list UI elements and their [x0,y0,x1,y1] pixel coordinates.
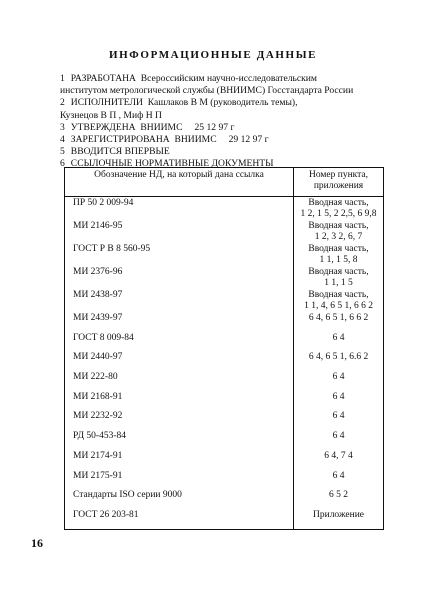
clause-cell [294,351,384,371]
table-row [65,430,384,450]
clause-box [294,332,383,352]
item-heading: ВВОДИТСЯ ВПЕРВЫЕ [70,146,170,158]
document-cell [65,509,294,529]
item-number: 2 [60,97,65,109]
clause-cell [294,243,384,266]
document-cell [65,351,294,371]
document-designation: ГОСТ Р В 8 560-95 [73,244,151,254]
clause-text: 1 2, 3 2, 6, 7 [314,232,363,242]
info-line-6 [60,134,390,146]
clause-cell [294,509,384,529]
document-designation: МИ 2440-97 [73,352,123,363]
document-designation: МИ 2175-91 [73,470,123,481]
clause-cell [294,312,384,332]
document-cell [65,197,294,221]
table-row [65,220,384,243]
document-designation: МИ 2174-91 [73,450,123,461]
document-designation: ПР 50 2 009-94 [73,198,134,208]
document-designation: РД 50-453-84 [73,431,127,442]
clause-cell [294,220,384,243]
document-designation: МИ 2376-96 [73,267,123,277]
clause-text: Вводная часть, [308,290,369,300]
reference-documents-table [64,167,384,530]
item-number: 6 [60,158,65,170]
table-row [65,351,384,371]
item-heading: ЗАРЕГИСТРИРОВАНА [70,134,170,146]
column-header-line: Номер пункта, [308,170,369,180]
table-header-row [65,168,384,197]
document-cell [65,266,294,289]
clause-box [294,391,383,411]
document-cell [65,243,294,266]
item-text: институтом метрологической службы (ВНИИМС) Госстандарта России [60,85,354,97]
document-cell [65,430,294,450]
info-line-1 [60,73,390,85]
item-heading: РАЗРАБОТАНА [70,73,136,84]
page-number: 16 [31,536,43,550]
clause-text: Вводная часть, [308,221,369,231]
clause-text: 6 5 2 [329,490,348,501]
item-number: 4 [60,134,65,146]
clause-text: Вводная часть, [308,198,369,208]
table-row [65,470,384,490]
clause-cell [294,489,384,509]
clause-text: 6 4, 6 5 1, 6.6 2 [308,352,369,363]
clause-cell [294,197,384,221]
table-row [65,450,384,470]
document-designation: МИ 2146-95 [73,221,123,231]
clause-box [294,197,383,220]
info-line-5 [60,122,390,134]
clause-cell [294,450,384,470]
document-cell [65,289,294,312]
clause-box [294,243,383,266]
clause-cell [294,266,384,289]
clause-cell [294,332,384,352]
column-header-clause [294,168,384,197]
column-header-document: Обозначение НД, на который дана ссылка [65,168,294,197]
item-number: 1 [60,73,65,84]
clause-text: Вводная часть, [308,244,369,254]
document-designation: Стандарты ISO серии 9000 [73,490,182,501]
document-cell [65,371,294,391]
clause-text: 6 4 [332,431,345,442]
clause-text: Приложение [313,509,364,520]
document-designation: МИ 2168-91 [73,391,123,402]
clause-text: 1 1, 4, 6 5 1, 6 6 2 [304,301,373,311]
table-row [65,312,384,332]
table-row [65,489,384,509]
document-cell [65,391,294,411]
item-text: Кузнецов В П , Миф Н П [60,109,162,121]
clause-box [294,450,383,470]
document-designation: ГОСТ 8 009-84 [73,332,134,343]
document-cell [65,470,294,490]
document-cell [65,410,294,430]
clause-box [294,509,383,529]
clause-text: 6 4 [332,372,345,383]
column-header-line: приложения [313,181,364,191]
table-row [65,410,384,430]
clause-box [294,410,383,430]
clause-box [294,430,383,450]
item-org: ВНИИМС [174,134,217,146]
table-body [65,197,384,530]
item-number: 5 [60,146,65,158]
table-row [65,391,384,411]
clause-box [294,351,383,371]
document-cell [65,220,294,243]
item-number: 3 [60,121,65,133]
clause-text: 1 1, 1 5, 8 [319,255,358,265]
document-designation: ГОСТ 26 203-81 [73,509,139,520]
info-line-7 [60,146,390,158]
clause-cell [294,391,384,411]
clause-text: 1 2, 1 5, 2 2,5, 6 9,8 [300,209,377,219]
item-heading: ССЫЛОЧНЫЕ НОРМАТИВНЫЕ ДОКУМЕНТЫ [70,158,274,170]
table-row [65,289,384,312]
item-heading: УТВЕРЖДЕНА [70,121,136,133]
clause-text: 6 4 [332,411,345,422]
info-block [60,73,390,171]
table-row [65,332,384,352]
clause-text: 6 4 [332,391,345,402]
document-cell [65,450,294,470]
document-cell [65,489,294,509]
table-row [65,266,384,289]
clause-box [294,470,383,490]
info-line-3 [60,97,390,109]
clause-box [294,371,383,391]
item-text: Всероссийским научно-исследовательским [140,73,318,84]
clause-text: 1 1, 1 5 [324,278,353,288]
reference-table-wrap [64,167,384,530]
document-cell [65,332,294,352]
document-cell [65,312,294,332]
item-org: ВНИИМС [140,121,183,133]
item-date: 25 12 97 г [194,121,235,133]
document-title: ИНФОРМАЦИОННЫЕ ДАННЫЕ [108,49,318,61]
clause-box [294,289,383,312]
clause-text: 6 4 [332,470,345,481]
clause-cell [294,371,384,391]
clause-cell [294,410,384,430]
clause-text: 6 4 [332,332,345,343]
info-line-2 [60,85,390,97]
clause-box [294,266,383,289]
document-designation: МИ 2439-97 [73,313,123,323]
document-designation: МИ 222-80 [73,372,118,383]
clause-cell [294,289,384,312]
item-heading: ИСПОЛНИТЕЛИ [70,97,143,109]
clause-box [294,312,383,332]
document-designation: МИ 2438-97 [73,290,123,300]
clause-text: 6 4, 6 5 1, 6 6 2 [308,313,369,323]
table-row [65,509,384,529]
table-row [65,197,384,221]
item-date: 29 12 97 г [228,134,269,146]
clause-cell [294,430,384,450]
clause-box [294,220,383,243]
table-row [65,371,384,391]
document-designation: МИ 2232-92 [73,411,123,422]
clause-text: Вводная часть, [308,267,369,277]
info-line-4 [60,110,390,122]
clause-cell [294,470,384,490]
clause-box [294,489,383,509]
clause-text: 6 4, 7 4 [324,450,353,461]
item-text: Кашлаков В М (руководитель темы), [147,97,298,109]
table-row [65,243,384,266]
